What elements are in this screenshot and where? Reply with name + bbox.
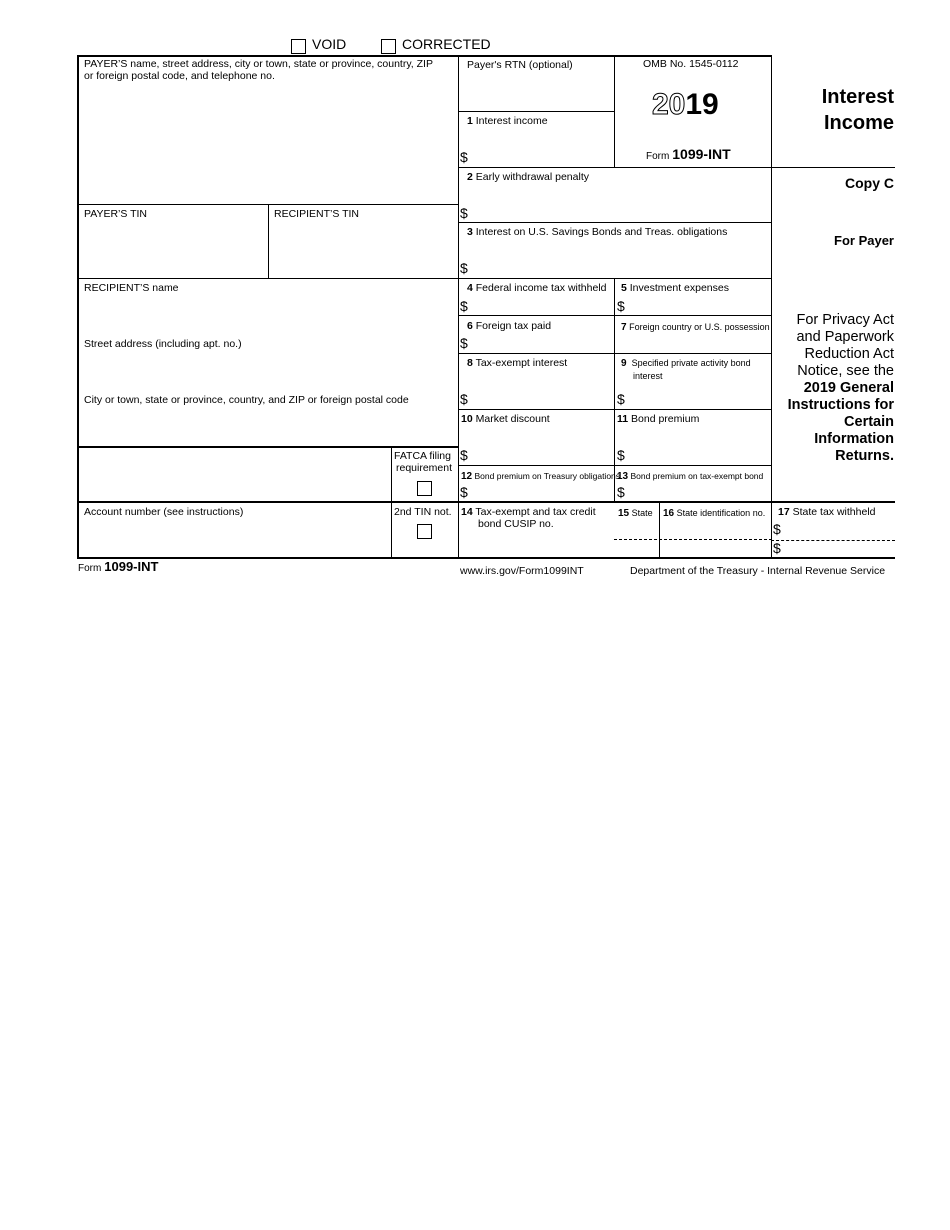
payer-info-field[interactable] bbox=[80, 84, 456, 202]
box10-dollar: $ bbox=[460, 447, 468, 463]
box9-dollar: $ bbox=[617, 391, 625, 407]
box17-amount-field-2[interactable] bbox=[785, 541, 893, 556]
box4-dollar: $ bbox=[460, 298, 468, 314]
fatca-label: FATCA filing requirement bbox=[394, 450, 453, 474]
privacy-notice: For Privacy Act and Paperwork Reduction Act Notice, see the 2019 General Instructions for Certain Information Returns. bbox=[787, 312, 894, 464]
box3-dollar: $ bbox=[460, 260, 468, 276]
city-field[interactable] bbox=[80, 408, 456, 444]
box14-field[interactable] bbox=[460, 532, 612, 556]
box13-dollar: $ bbox=[617, 484, 625, 500]
box13-label: 13 Bond premium on tax-exempt bond bbox=[617, 471, 764, 482]
box9-amount-field[interactable] bbox=[629, 388, 769, 408]
street-address-label: Street address (including apt. no.) bbox=[84, 338, 242, 350]
blank-field[interactable] bbox=[80, 449, 389, 499]
tax-year bbox=[652, 88, 719, 122]
box17-amount-field-1[interactable] bbox=[785, 520, 893, 538]
grid-line bbox=[771, 353, 772, 502]
footer-department: Department of the Treasury - Internal Revenue Service bbox=[630, 565, 886, 577]
year-outline: 20 bbox=[652, 88, 686, 121]
box8-amount-field[interactable] bbox=[472, 388, 612, 408]
account-number-label: Account number (see instructions) bbox=[84, 506, 244, 518]
fatca-checkbox[interactable] bbox=[417, 481, 432, 496]
recipient-tin-field[interactable] bbox=[270, 222, 456, 276]
grid-line bbox=[458, 465, 772, 466]
box5-label: 5 Investment expenses bbox=[621, 282, 729, 294]
recipient-tin-label: RECIPIENT’S TIN bbox=[274, 208, 359, 220]
grid-line bbox=[458, 409, 772, 410]
box4-amount-field[interactable] bbox=[472, 296, 612, 314]
grid-line bbox=[77, 446, 459, 448]
grid-line bbox=[78, 278, 772, 279]
box7-label: 7 Foreign country or U.S. possession bbox=[621, 322, 770, 333]
grid-line bbox=[771, 501, 772, 558]
box11-label: 11 Bond premium bbox=[617, 413, 700, 425]
recipient-name-field[interactable] bbox=[80, 296, 456, 334]
copy-label: Copy C bbox=[845, 175, 894, 191]
account-number-field[interactable] bbox=[80, 520, 389, 556]
payer-label: PAYER’S name, street address, city or town, state or province, country, ZIP or foreign postal code, and telephone no. bbox=[84, 58, 433, 82]
box17-dollar-2: $ bbox=[773, 540, 781, 556]
box4-label: 4 Federal income tax withheld bbox=[467, 282, 607, 294]
box3-amount-field[interactable] bbox=[472, 256, 769, 277]
box5-dollar: $ bbox=[617, 298, 625, 314]
box11-amount-field[interactable] bbox=[629, 444, 769, 464]
grid-line bbox=[771, 315, 772, 353]
box17-label: 17 State tax withheld bbox=[778, 506, 876, 518]
box7-field[interactable] bbox=[617, 334, 769, 352]
box16-field[interactable] bbox=[661, 520, 769, 556]
box1-label: 1 Interest income bbox=[467, 115, 548, 127]
box17-dollar-1: $ bbox=[773, 521, 781, 537]
year-bold: 19 bbox=[685, 88, 719, 121]
corrected-label: CORRECTED bbox=[402, 36, 491, 52]
payer-tin-label: PAYER’S TIN bbox=[84, 208, 148, 220]
grid-line bbox=[771, 167, 895, 168]
box8-label: 8 Tax-exempt interest bbox=[467, 357, 568, 369]
grid-line bbox=[458, 353, 772, 354]
corrected-checkbox[interactable] bbox=[381, 39, 396, 54]
form-bottom-border bbox=[77, 557, 895, 559]
city-label: City or town, state or province, country, and ZIP or foreign postal code bbox=[84, 394, 409, 406]
grid-line bbox=[614, 278, 615, 502]
grid-line bbox=[458, 56, 459, 558]
box6-dollar: $ bbox=[460, 335, 468, 351]
box13-amount-field[interactable] bbox=[629, 482, 769, 500]
omb-number: OMB No. 1545-0112 bbox=[643, 58, 739, 70]
grid-line bbox=[458, 315, 772, 316]
grid-line bbox=[771, 278, 772, 315]
grid-line bbox=[458, 167, 772, 168]
recipient-name-label: RECIPIENT’S name bbox=[84, 282, 179, 294]
grid-line bbox=[268, 204, 269, 278]
second-tin-label: 2nd TIN not. bbox=[394, 506, 452, 518]
box1-amount-field[interactable] bbox=[472, 146, 612, 166]
box10-amount-field[interactable] bbox=[472, 444, 612, 464]
footer-form-id: Form 1099-INT bbox=[78, 559, 159, 574]
form-top-border bbox=[77, 55, 772, 57]
box14-label: 14 Tax-exempt and tax credit bond CUSIP no. bbox=[461, 506, 596, 530]
box16-label: 16 State identification no. bbox=[663, 508, 766, 519]
box2-amount-field[interactable] bbox=[472, 200, 769, 221]
box9-label: 9 Specified private activity bond interest bbox=[621, 358, 751, 381]
form-id: Form 1099-INT bbox=[646, 146, 731, 162]
box15-field[interactable] bbox=[616, 520, 658, 556]
box8-dollar: $ bbox=[460, 391, 468, 407]
box10-label: 10 Market discount bbox=[461, 413, 550, 425]
box2-label: 2 Early withdrawal penalty bbox=[467, 171, 589, 183]
box15-label: 15 State bbox=[618, 508, 653, 519]
box3-label: 3 Interest on U.S. Savings Bonds and Treas. obligations bbox=[467, 226, 728, 238]
form-title: Interest Income bbox=[821, 86, 894, 134]
box5-amount-field[interactable] bbox=[629, 296, 769, 314]
box6-amount-field[interactable] bbox=[472, 334, 612, 352]
street-address-field[interactable] bbox=[80, 352, 456, 390]
payer-rtn-label: Payer's RTN (optional) bbox=[467, 59, 573, 71]
payer-rtn-field[interactable] bbox=[460, 72, 612, 110]
box2-dollar: $ bbox=[460, 205, 468, 221]
grid-line bbox=[659, 501, 660, 558]
grid-line bbox=[458, 111, 615, 112]
for-payer-label: For Payer bbox=[834, 233, 894, 248]
grid-line bbox=[458, 222, 772, 223]
second-tin-checkbox[interactable] bbox=[417, 524, 432, 539]
void-checkbox[interactable] bbox=[291, 39, 306, 54]
box1-dollar: $ bbox=[460, 149, 468, 165]
footer-url: www.irs.gov/Form1099INT bbox=[460, 565, 584, 577]
box11-dollar: $ bbox=[617, 447, 625, 463]
void-label: VOID bbox=[312, 36, 347, 52]
payer-tin-field[interactable] bbox=[80, 222, 266, 276]
box12-dollar: $ bbox=[460, 484, 468, 500]
form-left-border bbox=[77, 55, 79, 559]
box12-amount-field[interactable] bbox=[472, 482, 612, 500]
box12-label: 12 Bond premium on Treasury obligations bbox=[461, 471, 621, 482]
grid-line bbox=[77, 501, 895, 503]
box6-label: 6 Foreign tax paid bbox=[467, 320, 552, 332]
